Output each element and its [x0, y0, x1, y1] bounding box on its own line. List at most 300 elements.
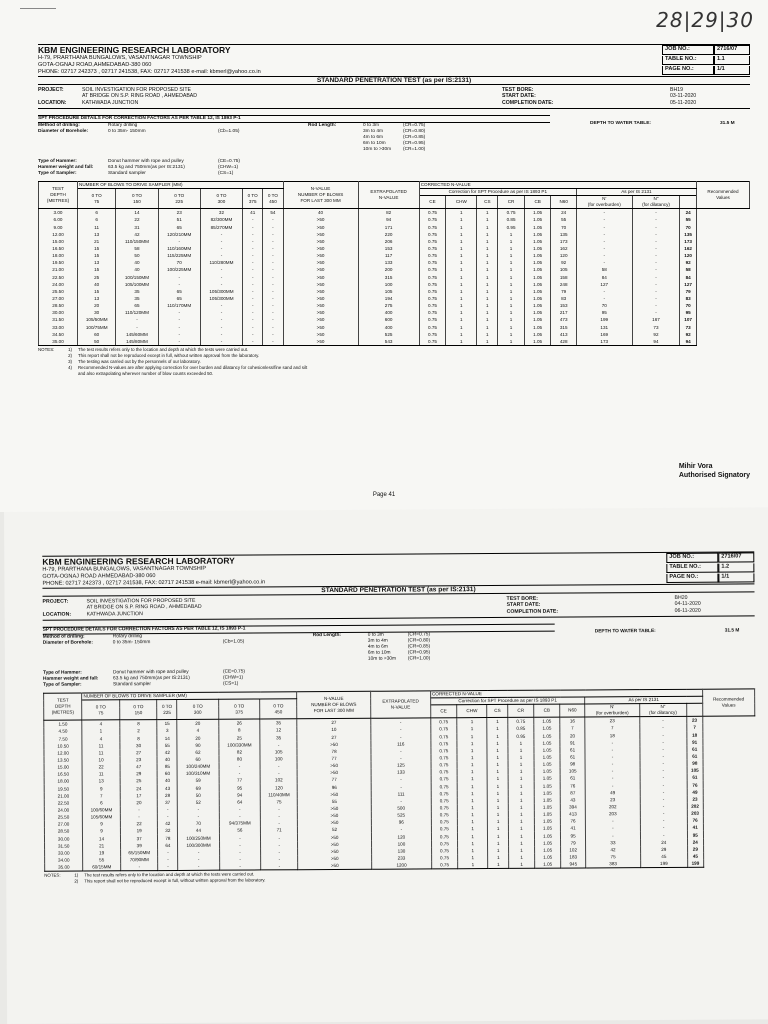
table-cell: 1.05 [534, 746, 560, 753]
table-cell: 1.05 [534, 732, 560, 739]
table-cell: 1 [458, 861, 489, 869]
table-cell: 1 [487, 732, 508, 739]
table-cell: 61 [687, 774, 703, 781]
rod-factor: (CR=1.00) [403, 147, 426, 153]
table-cell: >50 [297, 740, 371, 748]
table-cell: - [263, 216, 283, 223]
table-cell: 42 [586, 846, 641, 853]
table-cell: 1 [457, 740, 488, 747]
table-cell: 1 [457, 840, 488, 847]
page-number-label: Page 41 [372, 492, 396, 498]
table-cell: - [576, 231, 632, 238]
col-interval: 0 TO 75 [82, 700, 120, 720]
table-cell: 1 [477, 331, 498, 338]
table-cell: - [243, 281, 263, 288]
table-cell: - [200, 266, 242, 273]
table-cell: 199 [687, 860, 703, 868]
table-cell: 27 [297, 733, 371, 741]
table-cell: 1.05 [534, 789, 560, 796]
table-cell: 14 [83, 835, 121, 842]
note-line: 2) This report shall not be reproduced except in full, without written approval from the laboratory. [74, 877, 266, 884]
table-cell: 1 [446, 302, 477, 309]
sampler-value: Standard sampler [113, 682, 151, 688]
table-cell: 77 [219, 777, 260, 784]
weight-factor: (CHW=1) [218, 165, 239, 171]
table-cell: 22 [120, 820, 158, 827]
table-cell: 275 [358, 302, 419, 309]
col-test-depth: TEST DEPTH (METRES) [39, 182, 78, 209]
table-cell: 1 [498, 281, 525, 288]
table-cell: - [243, 295, 263, 302]
table-cell: >50 [283, 302, 358, 309]
spt-heading: SPT PROCEDURE DETAILS FOR CORRECTION FACTORS AS PER TABLE 12, IS 1893 P-1 [43, 624, 555, 635]
col-chw: CHW [457, 705, 488, 718]
col-n-value: N-VALUE NUMBER OF BLOWS FOR LAST 300 MM [283, 182, 358, 209]
water-table-value: 31.5 M [720, 121, 735, 127]
table-cell: 1.05 [524, 302, 551, 309]
table-cell: >50 [283, 273, 358, 280]
col-corrected-group: CORRECTED N-VALUE [419, 182, 696, 189]
job-no-label: JOB NO.: [662, 45, 714, 55]
col-n-dilatancy: N" (for dilatancy) [639, 704, 686, 717]
table-cell: - [261, 819, 298, 826]
table-cell: 98 [687, 760, 703, 767]
table-cell: 49 [687, 788, 703, 795]
rod-length-label: Rod Length: [312, 633, 342, 639]
table-row [39, 209, 750, 217]
project-line: SOIL INVESTIGATION FOR PROPOSED SITE [82, 87, 191, 93]
table-cell: - [243, 331, 263, 338]
table-cell: 11 [82, 742, 120, 749]
table-row [39, 216, 750, 223]
table-no-label: TABLE NO.: [662, 56, 714, 65]
table-cell: - [371, 747, 431, 755]
table-cell: 162 [680, 245, 697, 252]
table-cell: 0.75 [431, 790, 457, 797]
table-cell: 64 [219, 798, 260, 805]
table-cell: 0.75 [419, 316, 446, 323]
table-cell: 1 [488, 832, 509, 839]
table-cell: - [263, 302, 283, 309]
table-cell: - [243, 252, 263, 259]
table-cell: 1 [508, 775, 534, 782]
col-n-value: N-VALUE NUMBER OF BLOWS FOR LAST 300 MM [297, 691, 371, 718]
table-cell: 20 [177, 719, 218, 727]
table-cell: 29 [687, 845, 703, 852]
table-cell: - [585, 774, 640, 781]
table-cell: 105/100MM [116, 281, 158, 288]
table-cell: 1 [488, 797, 509, 804]
table-row [39, 316, 750, 323]
table-cell: 1 [488, 811, 509, 818]
table-row [39, 238, 750, 245]
sampler-value: Standard sampler [108, 171, 146, 177]
table-cell: 1 [477, 216, 498, 223]
table-cell: 27 [297, 718, 371, 726]
table-cell: 21.00 [44, 792, 82, 799]
table-cell: 120/210MM [158, 231, 200, 238]
table-cell: - [243, 288, 263, 295]
table-cell: 14 [116, 209, 158, 217]
table-cell: >50 [283, 231, 358, 238]
table-cell: 20 [120, 799, 158, 806]
table-row [39, 224, 750, 231]
table-cell: 13 [78, 295, 116, 302]
table-cell: 12 [260, 727, 297, 734]
table-cell: 26 [219, 719, 260, 727]
table-cell: - [263, 259, 283, 266]
table-cell: 105/300MM [200, 288, 242, 295]
table-cell: 20 [560, 732, 585, 739]
table-cell: 1.05 [524, 245, 551, 252]
table-cell: - [260, 805, 297, 812]
table-cell: 1.05 [524, 273, 551, 280]
col-n-overburden: N' (for overburden) [576, 196, 632, 209]
col-interval: 0 TO 150 [120, 700, 158, 720]
table-cell: - [243, 245, 263, 252]
lab-name: KBM ENGINEERING RESEARCH LABORATORY [42, 555, 235, 567]
table-cell: 90 [177, 741, 218, 748]
table-cell: 162 [551, 245, 577, 252]
table-cell: 19 [120, 827, 158, 834]
table-cell: 110/120MM [116, 309, 158, 316]
table-cell: 95 [576, 309, 632, 316]
report-title: STANDARD PENETRATION TEST (as per IS:2131) [42, 584, 754, 596]
table-cell: 11 [82, 749, 120, 756]
table-cell: 13 [78, 259, 116, 266]
table-cell: 543 [358, 338, 419, 346]
table-cell: 1.05 [535, 846, 561, 853]
table-cell: - [640, 796, 687, 803]
table-cell: - [640, 803, 687, 810]
table-cell: - [219, 855, 260, 862]
table-cell: 217 [551, 309, 577, 316]
table-cell: 22.50 [39, 273, 78, 280]
project-label: PROJECT: [38, 87, 64, 93]
table-cell: 105 [687, 767, 703, 774]
table-cell: 25 [219, 734, 260, 741]
note-line: NOTES: 1) The test results refers only to the location and depth at which the tests were carried out. [44, 871, 255, 878]
table-cell: 0.75 [508, 717, 534, 725]
table-cell: - [200, 316, 242, 323]
table-cell: - [260, 769, 297, 776]
col-recommended: Recommended Values [696, 182, 749, 209]
table-cell: - [576, 288, 632, 295]
table-cell: 600 [358, 316, 419, 323]
table-cell: 1.05 [524, 252, 551, 259]
method-label: Method of drilling: [38, 123, 80, 129]
table-cell: 1 [457, 783, 488, 790]
table-cell: 110/170MM [158, 302, 200, 309]
table-cell: - [158, 863, 178, 871]
table-cell: 153 [358, 245, 419, 252]
table-cell: 43 [560, 796, 585, 803]
rod-factor: (CR=0.75) [403, 123, 426, 129]
table-cell: 22.50 [44, 799, 82, 806]
diameter-value: 0 to 35m- 150mm [108, 129, 146, 135]
table-cell: >50 [283, 338, 358, 346]
rod-range: 4m to 6m [363, 135, 383, 141]
note-line [38, 371, 750, 377]
table-cell: - [632, 295, 680, 302]
table-cell: 91 [687, 738, 703, 745]
rod-factor: (CR=0.95) [403, 141, 426, 147]
table-cell: - [158, 316, 200, 323]
table-cell: - [158, 338, 200, 346]
sampler-label: Type of Sampler: [43, 682, 82, 688]
table-cell: 1 [446, 231, 477, 238]
table-cell: 200 [358, 266, 419, 273]
diameter-label: Diameter of Borehole: [38, 129, 89, 135]
table-cell: 1.05 [534, 754, 560, 761]
table-cell: 0.75 [419, 331, 446, 338]
project-line: SOIL INVESTIGATION FOR PROPOSED SITE [86, 597, 196, 605]
table-cell: - [576, 209, 632, 217]
table-cell: 1 [488, 804, 509, 811]
table-cell: 100/225MM [158, 266, 200, 273]
table-cell: - [576, 295, 632, 302]
table-row [39, 338, 750, 346]
table-cell: 15 [78, 245, 116, 252]
col-recommended: Recommended Values [702, 689, 754, 716]
table-cell: - [219, 763, 260, 770]
table-row [39, 295, 750, 302]
table-cell: 0.95 [508, 732, 534, 739]
table-cell: 100/330MM [219, 741, 260, 748]
table-cell: >50 [283, 281, 358, 288]
table-cell: 18.00 [39, 252, 78, 259]
table-cell: - [243, 224, 263, 231]
table-cell: 110/160MM [158, 245, 200, 252]
table-cell: 3.00 [39, 209, 78, 217]
table-cell: 40 [158, 777, 178, 784]
table-cell: 1.05 [535, 832, 561, 839]
table-cell: 8 [120, 720, 158, 728]
table-cell: 92 [551, 259, 577, 266]
table-cell: - [219, 862, 260, 870]
rod-factor: (CR=0.95) [407, 650, 431, 656]
table-cell: 10 [82, 756, 120, 763]
table-cell: - [158, 323, 200, 330]
table-cell: 94 [219, 791, 260, 798]
table-cell: 23 [687, 796, 703, 803]
table-cell: - [632, 216, 680, 223]
table-cell: - [200, 238, 242, 245]
diameter-label: Diameter of Borehole: [42, 640, 93, 646]
table-cell: 15 [78, 266, 116, 273]
table-cell: - [640, 831, 687, 838]
table-cell: 400 [358, 323, 419, 330]
table-cell: 12.00 [39, 231, 78, 238]
table-cell: 70 [576, 302, 632, 309]
note-text: This report shall not be reproduced except in full, without written approval from the laboratory. [78, 352, 260, 358]
table-cell: 1 [477, 316, 498, 323]
table-cell: 1 [457, 768, 488, 775]
table-cell: 100/75MM [78, 323, 116, 330]
table-cell: 1 [446, 252, 477, 259]
table-cell: 1.05 [534, 811, 560, 818]
table-cell: 0.75 [419, 309, 446, 316]
table-cell: - [243, 273, 263, 280]
note-line: 3) The testing was carried out by the personnels of our laboratory. [68, 358, 201, 364]
table-cell: 0.75 [432, 861, 458, 869]
table-cell: 1 [498, 231, 525, 238]
table-cell: 1 [487, 725, 508, 732]
table-cell: 9 [83, 828, 121, 835]
table-cell: - [261, 855, 298, 862]
table-cell: 65 [158, 295, 200, 302]
table-cell: 95 [687, 831, 703, 838]
table-cell: 28.50 [44, 828, 82, 835]
table-cell: 29 [640, 846, 687, 853]
col-cb: CB [534, 704, 560, 717]
table-cell: 52 [178, 798, 219, 805]
table-cell: 79 [561, 839, 586, 846]
table-cell: 35 [260, 719, 297, 727]
table-cell: 76 [560, 782, 585, 789]
table-cell: 0.75 [419, 252, 446, 259]
table-cell: 24 [120, 785, 158, 792]
table-cell: - [586, 817, 641, 824]
table-cell: 0.75 [419, 266, 446, 273]
table-cell: 43 [158, 784, 178, 791]
weight-value: 63.5 kg and 750mm(as per IS:2131) [113, 676, 190, 682]
table-cell: 1 [457, 818, 488, 825]
spt-heading: SPT PROCEDURE DETAILS FOR CORRECTION FACTORS AS PER TABLE 12, IS 1893 P-1 [38, 115, 550, 123]
table-cell: 11 [78, 224, 116, 231]
table-cell: - [576, 238, 632, 245]
table-cell: 1 [477, 259, 498, 266]
table-cell: 1 [82, 728, 120, 735]
table-cell: - [243, 309, 263, 316]
table-cell: 30.00 [44, 835, 82, 842]
table-cell: - [243, 316, 263, 323]
table-cell: 1 [498, 266, 525, 273]
table-cell: - [261, 812, 298, 819]
table-cell: 110/280MM [200, 259, 242, 266]
table-cell: 1 [487, 718, 508, 726]
table-cell: - [632, 209, 680, 217]
table-cell: 65/150MM [120, 849, 158, 856]
table-cell: 78 [297, 748, 371, 756]
table-cell: 1 [498, 273, 525, 280]
table-cell: 1 [446, 288, 477, 295]
diameter-factor: (Cb=1.05) [218, 129, 240, 135]
table-cell: >50 [298, 848, 372, 856]
table-cell: 1.05 [524, 266, 551, 273]
table-cell: 96 [297, 783, 371, 791]
note-text: This report shall not be reproduced except in full, without written approval from the laboratory. [84, 877, 266, 884]
table-cell: 70 [680, 302, 697, 309]
table-cell: 60 [177, 756, 218, 763]
table-cell: 1 [446, 273, 477, 280]
table-cell: 1 [508, 804, 534, 811]
table-cell: 203 [585, 810, 640, 817]
rod-range: 3m to 4m [367, 638, 388, 644]
table-cell: 202 [687, 803, 703, 810]
table-cell: - [632, 273, 680, 280]
table-cell: 1 [477, 338, 498, 346]
table-cell: 22 [116, 216, 158, 223]
table-cell: 525 [358, 331, 419, 338]
table-cell: 1 [457, 825, 488, 832]
table-cell: 1 [477, 288, 498, 295]
table-cell: - [632, 309, 680, 316]
table-cell: - [263, 238, 283, 245]
note-text: and also extrapolating wherever number of blow counts exceeded 50. [78, 370, 214, 376]
table-cell: >50 [298, 812, 372, 820]
col-cs: CS [487, 705, 508, 718]
table-cell: 6 [78, 209, 116, 217]
table-cell: 20 [78, 302, 116, 309]
test-bore-value: BH20 [674, 594, 688, 601]
table-cell: 1.50 [44, 720, 82, 728]
lab-name: KBM ENGINEERING RESEARCH LABORATORY [38, 45, 231, 55]
table-cell: 83 [680, 295, 697, 302]
table-cell: - [261, 862, 298, 870]
table-cell: 94 [358, 216, 419, 223]
table-cell: 61 [687, 746, 703, 753]
project-label: PROJECT: [42, 598, 69, 605]
table-cell: >50 [298, 855, 372, 863]
table-cell: 37 [120, 835, 158, 842]
table-cell: 1 [477, 231, 498, 238]
table-cell: - [158, 856, 178, 863]
table-cell: 1.05 [534, 717, 560, 725]
col-n60: N60 [551, 196, 577, 209]
table-cell: 1.05 [534, 739, 560, 746]
table-row [39, 302, 750, 309]
table-cell: 37 [158, 799, 178, 806]
table-cell: - [243, 323, 263, 330]
table-cell: 35 [260, 734, 297, 741]
table-cell: 75 [260, 798, 297, 805]
signature-block [679, 462, 750, 480]
table-cell: 82 [358, 209, 419, 217]
table-cell: - [640, 817, 687, 824]
diameter-value: 0 to 35m- 150mm [112, 640, 151, 646]
page-2-body [42, 551, 756, 885]
table-no-value: 1.1 [714, 56, 750, 65]
table-cell: 1 [487, 754, 508, 761]
table-cell: - [219, 834, 260, 841]
completion-date-label: COMPLETION DATE: [502, 99, 554, 106]
table-cell: 65 [158, 288, 200, 295]
table-cell: >50 [297, 762, 371, 770]
table-cell: - [632, 288, 680, 295]
table-cell: - [263, 316, 283, 323]
table-cell: - [263, 331, 283, 338]
table-cell: 102 [260, 777, 297, 784]
table-cell: - [260, 762, 297, 769]
table-cell: 95 [680, 309, 697, 316]
table-cell: - [200, 252, 242, 259]
table-cell: 100/300MM [178, 841, 219, 848]
table-cell: 0.75 [419, 231, 446, 238]
table-cell: 70 [178, 820, 219, 827]
table-cell: 16.50 [39, 245, 78, 252]
table-cell: >50 [283, 238, 358, 245]
spt-results-table [38, 181, 750, 346]
table-cell: 127 [576, 281, 632, 288]
table-cell: 105 [260, 748, 297, 755]
table-cell: 1 [488, 847, 509, 854]
table-cell: 394 [560, 803, 585, 810]
table-cell: - [640, 731, 687, 738]
report-page-2 [4, 507, 768, 1024]
table-cell: - [178, 806, 219, 813]
table-cell: 60/15MM [83, 863, 121, 871]
